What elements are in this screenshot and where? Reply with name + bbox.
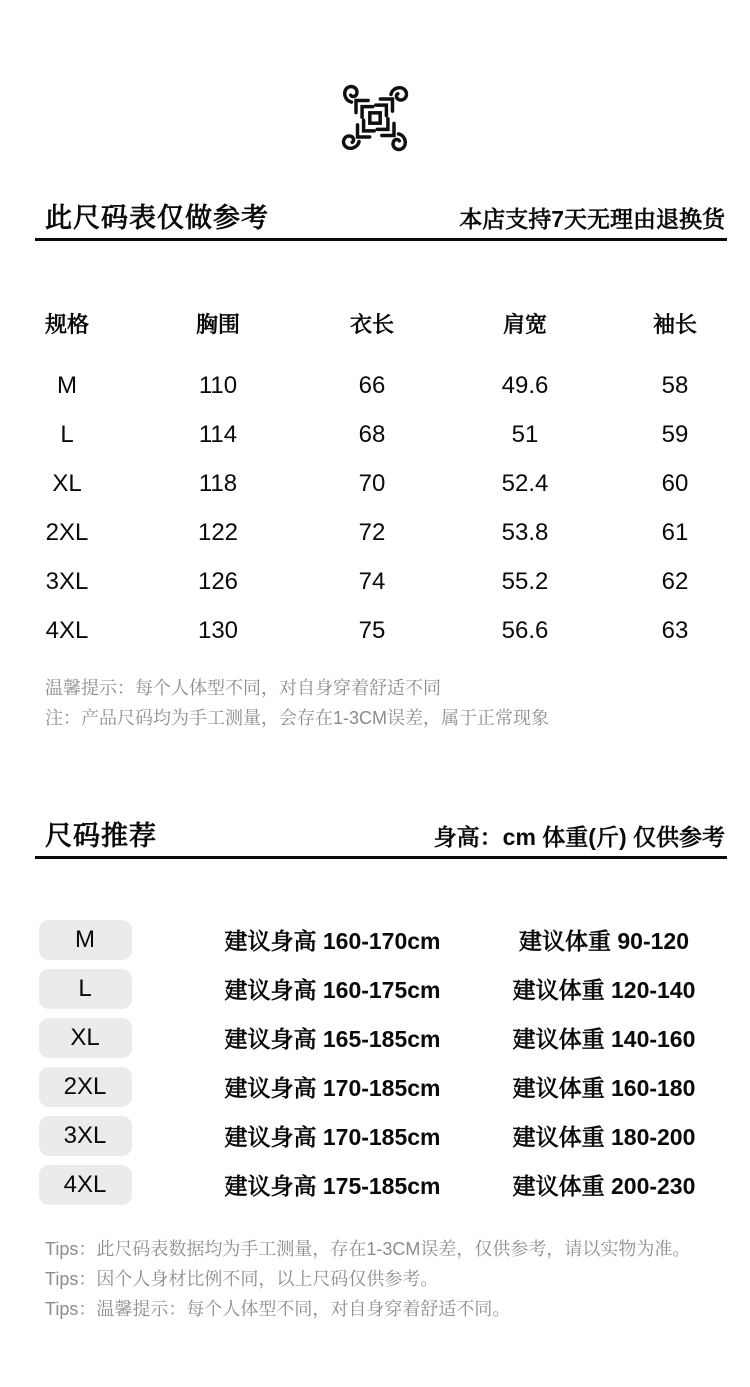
col-shoulder: 肩宽	[502, 311, 547, 337]
cell-length: 74	[358, 567, 386, 595]
recommend-row	[0, 964, 750, 1013]
recommend-header	[45, 819, 725, 853]
pill-cell	[0, 1116, 170, 1156]
cell-chest: 114	[198, 420, 238, 448]
cell-length: 70	[358, 469, 386, 497]
cell-chest: 122	[197, 518, 239, 546]
recommend-height: 建议身高 165-185cm	[224, 1026, 441, 1052]
col-chest: 胸围	[195, 311, 240, 337]
cell-shoulder: 52.4	[501, 469, 549, 497]
tip-line: Tips：温馨提示：每个人体型不同，对自身穿着舒适不同。	[45, 1299, 511, 1319]
cell-chest: 118	[198, 469, 238, 497]
pill-cell	[0, 969, 170, 1009]
size-table-row	[0, 459, 750, 508]
pill-cell	[0, 1067, 170, 1107]
tips-list	[45, 1234, 750, 1324]
size-table-row	[0, 361, 750, 410]
cell-length: 75	[358, 616, 386, 644]
size-table	[0, 306, 750, 655]
size-badge: 2XL	[39, 1067, 132, 1107]
size-table-row	[0, 557, 750, 606]
cell-sleeve: 61	[661, 518, 689, 546]
recommend-height: 建议身高 170-185cm	[224, 1075, 441, 1101]
recommend-divider	[35, 856, 727, 859]
size-badge: XL	[39, 1018, 132, 1058]
tip-line: Tips：因个人身材比例不同，以上尺码仅供参考。	[45, 1269, 439, 1289]
cell-length: 66	[358, 371, 386, 399]
recommend-weight: 建议体重 160-180	[512, 1075, 696, 1101]
header-divider	[35, 238, 727, 241]
tip-line: Tips：此尺码表数据均为手工测量，存在1-3CM误差，仅供参考，请以实物为准。	[45, 1239, 691, 1259]
size-badge: L	[39, 969, 132, 1009]
size-table-header-row	[0, 306, 750, 340]
cell-length: 68	[358, 420, 386, 448]
size-table-body	[0, 361, 750, 655]
cell-chest: 110	[198, 371, 238, 399]
cell-sleeve: 63	[661, 616, 689, 644]
col-sleeve: 袖长	[652, 311, 697, 337]
ornament-logo-icon	[337, 76, 413, 160]
recommend-title: 尺码推荐	[45, 821, 157, 851]
cell-shoulder: 51	[511, 420, 539, 448]
logo-container	[0, 0, 750, 165]
pill-cell	[0, 920, 170, 960]
recommend-height: 建议身高 175-185cm	[224, 1173, 441, 1199]
cell-shoulder: 55.2	[501, 567, 549, 595]
recommend-weight: 建议体重 180-200	[512, 1124, 696, 1150]
recommend-weight: 建议体重 200-230	[512, 1173, 696, 1199]
cell-sleeve: 59	[661, 420, 689, 448]
size-badge: 4XL	[39, 1165, 132, 1205]
recommend-row	[0, 1160, 750, 1209]
cell-sleeve: 58	[661, 371, 689, 399]
recommend-row	[0, 1013, 750, 1062]
cell-length: 72	[358, 518, 386, 546]
recommend-row	[0, 1111, 750, 1160]
cell-sleeve: 60	[661, 469, 689, 497]
col-length: 衣长	[349, 311, 394, 337]
cell-spec: 4XL	[45, 616, 89, 644]
cell-sleeve: 62	[661, 567, 689, 595]
cell-spec: 3XL	[45, 567, 89, 595]
col-spec: 规格	[44, 311, 89, 337]
pill-cell	[0, 1018, 170, 1058]
cell-spec: XL	[52, 469, 82, 497]
cell-shoulder: 53.8	[501, 518, 549, 546]
cell-spec: L	[60, 420, 74, 448]
recommend-weight: 建议体重 90-120	[518, 928, 689, 954]
cell-chest: 130	[197, 616, 239, 644]
size-chart-title: 此尺码表仅做参考	[45, 203, 269, 233]
note-line: 注：产品尺码均为手工测量，会存在1-3CM误差，属于正常现象	[45, 708, 550, 728]
recommend-height: 建议身高 160-175cm	[224, 977, 441, 1003]
cell-spec: 2XL	[45, 518, 89, 546]
recommend-height: 建议身高 170-185cm	[224, 1124, 441, 1150]
pill-cell	[0, 1165, 170, 1205]
recommend-units-note: 身高：cm 体重(斤) 仅供参考	[433, 824, 725, 850]
cell-shoulder: 49.6	[501, 371, 549, 399]
recommend-row	[0, 1062, 750, 1111]
cell-chest: 126	[197, 567, 239, 595]
recommend-list	[0, 915, 750, 1209]
size-table-row	[0, 410, 750, 459]
note-line: 温馨提示：每个人体型不同，对自身穿着舒适不同	[45, 678, 441, 698]
cell-spec: M	[57, 371, 77, 399]
size-table-notes	[45, 673, 750, 733]
size-badge: 3XL	[39, 1116, 132, 1156]
size-table-row	[0, 508, 750, 557]
recommend-weight: 建议体重 140-160	[512, 1026, 696, 1052]
recommend-weight: 建议体重 120-140	[512, 977, 696, 1003]
cell-shoulder: 56.6	[501, 616, 549, 644]
size-badge: M	[39, 920, 132, 960]
size-chart-header	[45, 201, 725, 235]
size-table-row	[0, 606, 750, 655]
return-policy-note: 本店支持7天无理由退换货	[459, 206, 725, 232]
recommend-height: 建议身高 160-170cm	[224, 928, 441, 954]
recommend-row	[0, 915, 750, 964]
